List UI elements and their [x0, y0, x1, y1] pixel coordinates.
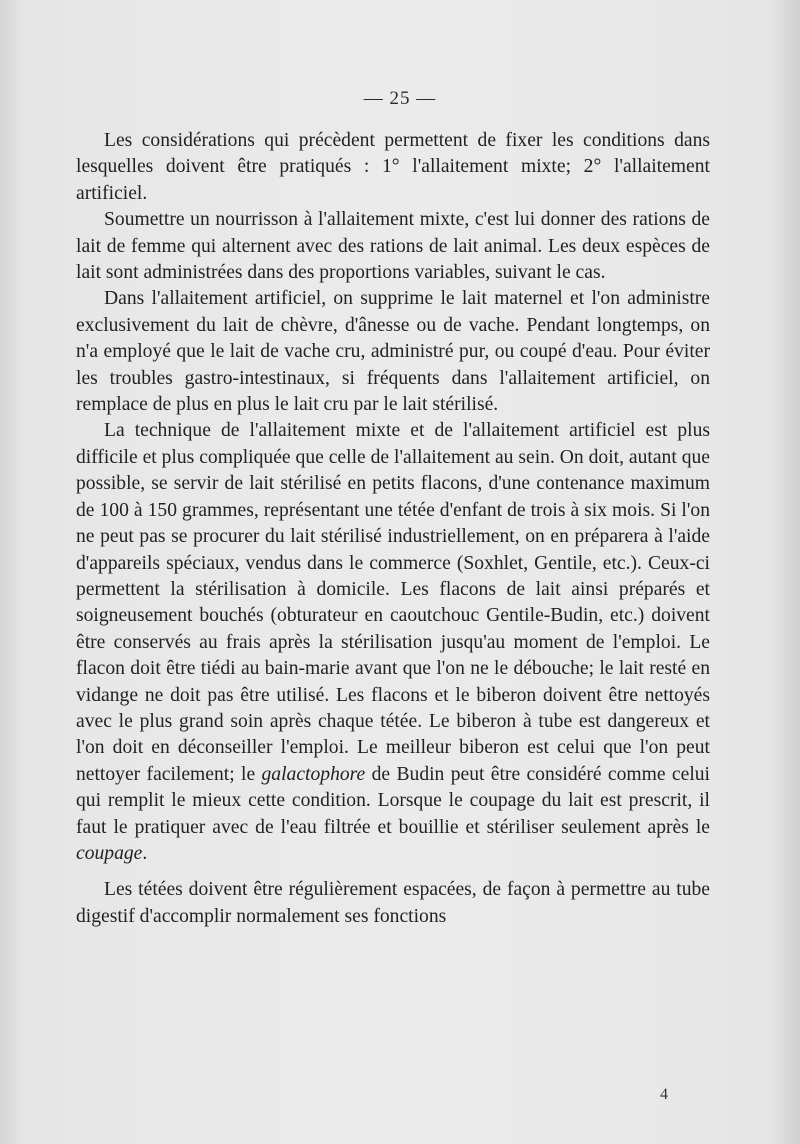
- page-number: — 25 —: [363, 88, 437, 109]
- italic-galactophore: galactophore: [261, 763, 366, 785]
- paragraph-mixed-feeding: Soumettre un nourrisson à l'allaitement mixte, c'est lui donner des rations de lait de femme qui alternent avec des rations de lait animal. Les deux espèces de lait sont administrées dans des proportions variables, suivant le cas.: [76, 209, 710, 284]
- paragraph-technique: [76, 418, 710, 867]
- signature-mark: 4: [660, 1086, 668, 1103]
- paragraph-feeding-intervals: Les tétées doivent être régulièrement espacées, de façon à permettre au tube digestif d'accomplir normalement ses fonctions: [76, 879, 710, 927]
- paragraph-artificial-feeding: Dans l'allaitement artificiel, on supprime le lait maternel et l'on administre exclusivement du lait de chèvre, d'ânesse ou de vache. Pendant longtemps, on n'a employé que le lait de vache cru, administré pur, ou coupé d'eau. Pour éviter les troubles gastro-intestinaux, si fréquents dans l'allaitement artificiel, on remplace de plus en plus le lait cru par le lait stérilisé.: [76, 288, 710, 416]
- paragraph-technique-part-1: La technique de l'allaitement mixte et de l'allaitement artificiel est plus difficile et plus compliquée que celle de l'allaitement au sein. On doit, autant que possible, se servir de lait stérilisé en petits flacons, d'une contenance maximum de 100 à 150 grammes, représentant une tétée d'enfant de trois à six mois. Si l'on ne peut pas se procurer du lait stérilisé industriellement, on en préparera à l'aide d'appareils spéciaux, vendus dans le commerce (Soxhlet, Gentile, etc.). Ceux-ci permettent la stérilisation à domicile. Les flacons de lait ainsi préparés et soigneusement bouchés (obturateur en caoutchouc Gentile-Budin, etc.) doivent être conservés au frais après la stérilisation jusqu'au moment de l'emploi. Le flacon doit être tiédi au bain-marie avant que l'on ne le débouche; le lait resté en vidange ne doit pas être utilisé. Les flacons et le biberon doivent être nettoyés avec le plus grand soin après chaque tétée. Le biberon à tube est dangereux et l'on doit en déconseiller l'emploi. Le meilleur biberon est celui que l'on peut nettoyer facilement; le: [76, 420, 710, 785]
- body-text: [76, 128, 710, 930]
- paragraph-conditions: Les considérations qui précèdent permettent de fixer les conditions dans lesquelles doivent être pratiqués : 1° l'allaitement mixte; 2° l'allaitement artificiel.: [76, 130, 710, 204]
- paragraph-technique-part-3: .: [142, 842, 148, 864]
- paragraph-technique-part-2: de Budin peut être considéré comme celui qui remplit le mieux cette condition. Lorsque le coupage du lait est prescrit, il faut le pratiquer avec de l'eau filtrée et bouillie et stériliser seulement après le: [76, 763, 710, 838]
- italic-coupage: coupage: [76, 842, 143, 864]
